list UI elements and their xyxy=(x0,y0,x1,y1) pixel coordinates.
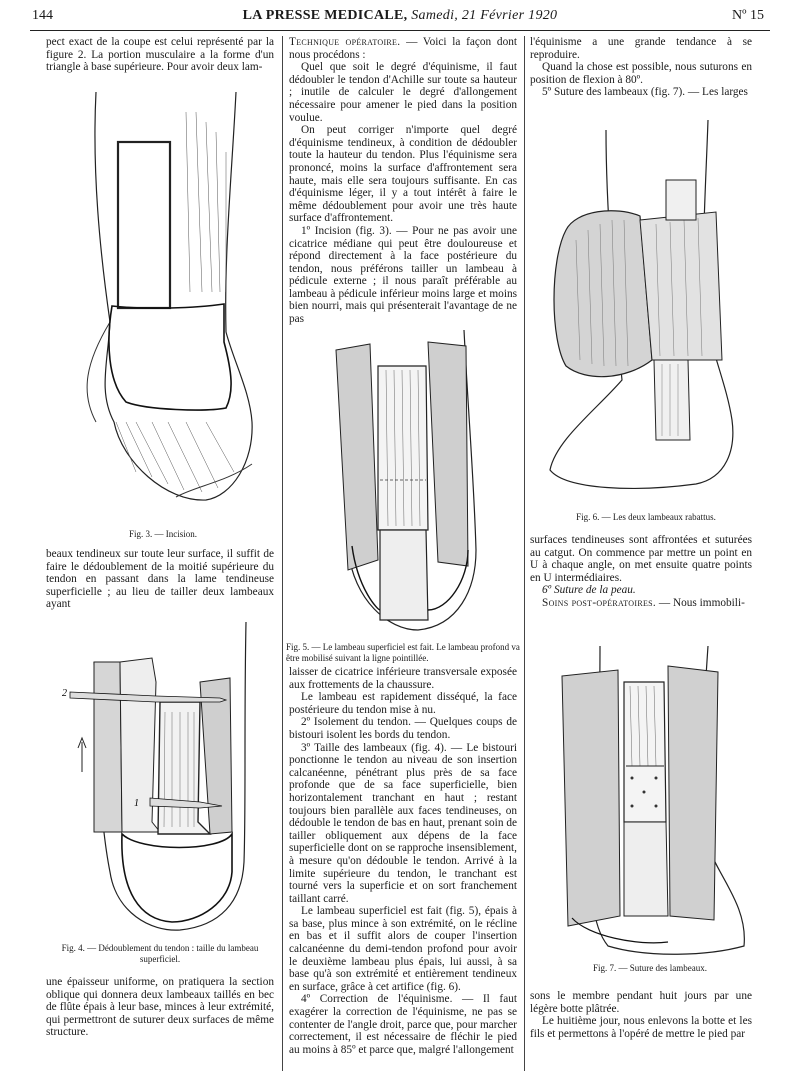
issue-date: Samedi, 21 Février 1920 xyxy=(411,8,558,23)
paragraph: Le lambeau superficiel est fait (fig. 5), épais à sa base, plus mince à son extrémité, on le récline en bas et il suffit alors de couper l'insertion calcanéenne du demi-tendon profond pour avoir le deuxième lambeau plus épais, lui aussi, à sa base qu'à son extrémité et entièrement tendineux en surface, grâce à cet artifice (fig. 6). xyxy=(289,905,517,993)
column-divider-right xyxy=(524,36,525,1071)
paragraph: laisser de cicatrice inférieure transversale exposée aux frottements de la chaussure. xyxy=(289,666,517,691)
paragraph: Le huitième jour, nous enlevons la botte et les fils et permettons à l'opéré de mettre le pied par xyxy=(530,1015,752,1040)
paragraph: Quel que soit le degré d'équinisme, il faut dédoubler le tendon d'Achille sur toute sa hauteur ; inutile de calculer le degré d'allongement nécessaire pour amener le pied dans la position voulue. xyxy=(289,61,517,124)
paragraph: Le lambeau est rapidement disséqué, la face postérieure du tendon mise à nu. xyxy=(289,691,517,716)
figure-6 xyxy=(536,120,756,504)
paragraph: 2º Isolement du tendon. — Quelques coups de bistouri isolent les bords du tendon. xyxy=(289,716,517,741)
paragraph: — Voici la façon dont nous procédons : xyxy=(289,36,518,61)
paragraph: On peut corriger n'importe quel degré d'équinisme tendineux, à condition de dédoubler toute la hauteur du tendon. Plus l'équinisme sera prononcé, moins la surface d'affrontement sera haute, mais elle sera toujours suffisante. En cas d'équinisme léger, il y a tout intérêt à faire le même dédoublement pour avoir une très haute surface d'affrontement. xyxy=(289,124,517,225)
col3-bottom-text xyxy=(530,990,752,1040)
paragraph: beaux tendineux sur toute leur surface, il suffit de faire le dédoublement de la moitié supérieure du tendon en passant dans la lame tendineuse superficielle ; au lieu de tailler deux lambeaux ayant xyxy=(46,548,274,611)
header-rule xyxy=(30,30,770,31)
col2-top-text xyxy=(289,36,517,326)
fig4-label-1: 1 xyxy=(134,798,139,809)
figure-4-drawing xyxy=(60,622,274,934)
paragraph: 4º Correction de l'équinisme. — Il faut exagérer la correction de l'équinisme, ne pas se contenter de l'angle droit, parce que, pour marcher correctement, il est nécessaire de fléchir le pied au moins à 85º et parce que, malgré l'allongement xyxy=(289,993,517,1056)
journal-title xyxy=(0,8,800,24)
paragraph: 3º Taille des lambeaux (fig. 4). — Le bistouri ponctionne le tendon au niveau de son insertion calcanéenne, pénétrant plus près de sa face profonde que de sa face superficielle, bien horizontalement tranchant en haut ; restant toujours bien parallèle aux faces tendineuses, on dédouble le tendon de bas en haut, prenant soin de tailler obliquement aux dépens de la face superficielle dont on se rapproche insensiblement, à mesure qu'on dédouble le tendon. Arrivé à la limite supérieure du tendon, le tranchant est tourné vers la superficie et on sort franchement taillant carré. xyxy=(289,741,517,905)
paragraph: l'équinisme a une grande tendance à se reproduire. xyxy=(530,36,752,61)
col1-bottom-text xyxy=(46,976,274,1039)
caption-fig4: Fig. 4. — Dédoublement du tendon : taille du lambeau superficiel. xyxy=(61,943,259,964)
page-number: 144 xyxy=(32,8,53,23)
section-head-technique: Technique opératoire. xyxy=(289,36,401,48)
paragraph: une épaisseur uniforme, on pratiquera la section oblique qui donnera deux lambeaux taillés en bec de flûte épais à leur base, minces à leur extrémité, qui permettront de suturer deux surfaces de même structure. xyxy=(46,976,274,1039)
col3-mid-text xyxy=(530,534,752,610)
paragraph: 5º Suture des lambeaux (fig. 7). — Les larges xyxy=(542,86,748,99)
figure-7 xyxy=(548,646,752,960)
col1-mid-text xyxy=(46,548,274,611)
page-header xyxy=(0,8,800,28)
col3-top-text xyxy=(530,36,752,99)
issue-number: Nº 15 xyxy=(732,8,764,23)
paragraph: — Nous immobili- xyxy=(658,596,745,609)
caption-fig5: Fig. 5. — Le lambeau superficiel est fait. Le lambeau profond va être mobilisé suivant la ligne pointillée. xyxy=(286,642,520,663)
caption-fig7: Fig. 7. — Suture des lambeaux. xyxy=(593,963,707,973)
caption-fig6: Fig. 6. — Les deux lambeaux rabattus. xyxy=(576,512,716,522)
section-head-soins: Soins post-opératoires. xyxy=(542,596,657,609)
paragraph: surfaces tendineuses sont affrontées et suturées au catgut. On commence par mettre un point en U à chaque angle, on met ensuite quatre points en U intermédiaires. xyxy=(530,534,752,584)
paragraph: Quand la chose est possible, nous suturons en position de flexion à 80º. xyxy=(530,61,752,86)
figure-7-drawing xyxy=(548,646,752,960)
figure-3 xyxy=(56,92,270,512)
column-divider-left xyxy=(282,36,283,1071)
col1-top-text xyxy=(46,36,274,74)
caption-fig3: Fig. 3. — Incision. xyxy=(128,529,197,539)
paragraph: 1º Incision (fig. 3). — Pour ne pas avoir une cicatrice médiane qui peut être douloureuse et répond directement à la face postérieure du tendon, nous préférons tailler un lambeau à pédicule externe ; il nous paraît préférable au lambeau à pédicule inférieur moins large et moins bien nourri, mais qui présenterait l'avantage de ne pas xyxy=(289,224,517,326)
paragraph: pect exact de la coupe est celui représenté par la figure 2. La portion musculaire a la forme d'un triangle à base supérieure. Pour avoir deux lam- xyxy=(46,36,274,74)
figure-5-drawing xyxy=(318,330,494,636)
paragraph: 6º Suture de la peau. xyxy=(542,584,636,597)
fig4-label-2: 2 xyxy=(62,688,67,699)
figure-6-drawing xyxy=(536,120,756,504)
figure-3-drawing xyxy=(56,92,270,512)
figure-5 xyxy=(318,330,494,636)
col2-bottom-text xyxy=(289,666,517,1056)
paragraph: sons le membre pendant huit jours par une légère botte plâtrée. xyxy=(530,990,752,1015)
journal-name: LA PRESSE MEDICALE, xyxy=(242,8,408,23)
figure-4 xyxy=(60,622,274,934)
